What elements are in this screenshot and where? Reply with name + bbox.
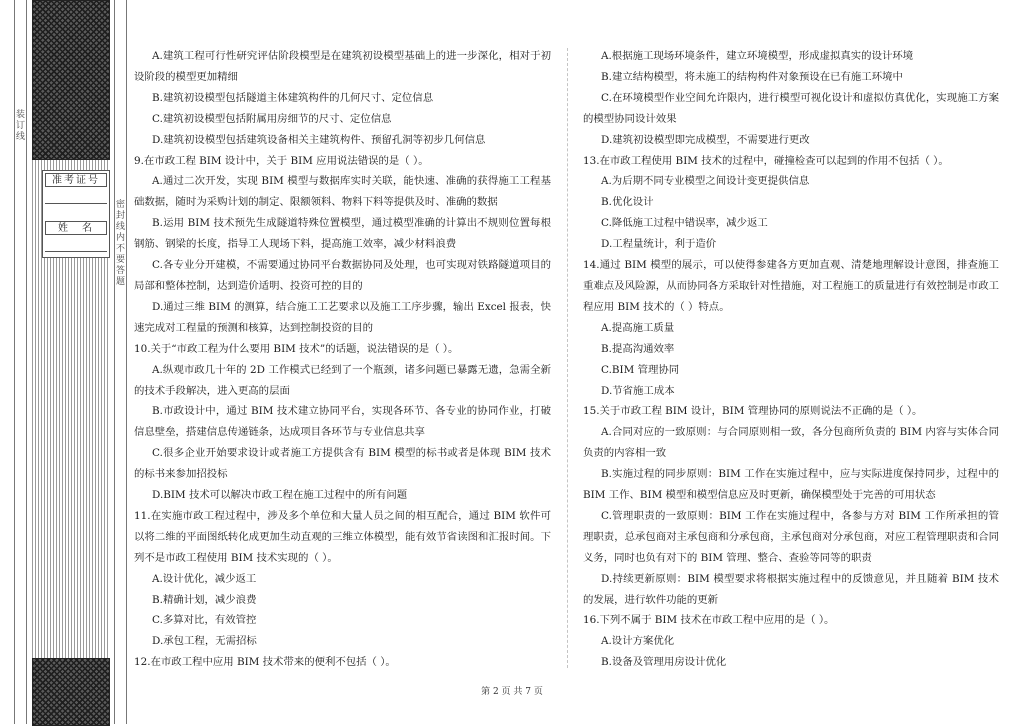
question-stem: 13.在市政工程使用 BIM 技术的过程中，碰撞检查可以起到的作用不包括（ ）。	[583, 154, 949, 167]
answer-option: B.运用 BIM 技术预先生成隧道特殊位置模型，通过模型准确的计算出不规则位置每根钢筋、钢梁的长度，指导工人现场下料，提高施工效率，减少材料浪费	[134, 217, 551, 251]
question-stem: 14.通过 BIM 模型的展示，可以使得参建各方更加直观、清楚地理解设计意图，排查施工重难点及风险源，从而协同各方采取针对性措施，对工程施工的质量进行有效控制是市政工程应用 BIM 技术的（ ）特点。	[583, 259, 999, 313]
answer-option: D.通过三维 BIM 的测算，结合施工工艺要求以及施工工序步骤，输出 Excel 报表，快速完成对工程量的预测和核算，达到控制投资的目的	[134, 300, 551, 334]
answer-option: A.设计方案优化	[601, 635, 675, 648]
answer-option: C.多算对比，有效管控	[152, 614, 257, 627]
question-stem: 15.关于市政工程 BIM 设计，BIM 管理协同的原则说法不正确的是（ ）。	[583, 405, 923, 418]
answer-option: A.为后期不同专业模型之间设计变更提供信息	[601, 175, 810, 188]
column-divider	[567, 48, 568, 668]
answer-option: A.根据施工现场环境条件，建立环境模型，形成虚拟真实的设计环境	[601, 50, 914, 62]
answer-option: A.合同对应的一致原则：与合同原则相一致，各分包商所负责的 BIM 内容与实体合同负责的内容相一致	[583, 426, 999, 460]
left-column	[134, 46, 551, 673]
binding-rail-right-text: 密 封 线 内 不 要 答 题	[115, 200, 125, 287]
binding-rail-left-text: 装 订 线	[15, 110, 25, 142]
answer-option: D.工程量统计，利于造价	[601, 238, 717, 251]
answer-option: D.建筑初设模型包括建筑设备相关主建筑构件、预留孔洞等初步几何信息	[152, 133, 486, 146]
student-info-box	[42, 170, 110, 258]
binding-margin	[6, 0, 124, 724]
right-column	[583, 46, 999, 673]
page-footer: 第 2 页 共 7 页	[481, 687, 543, 697]
answer-option: A.建筑工程可行性研究评估阶段模型是在建筑初设模型基础上的进一步深化，相对于初设阶段的模型更加精细	[134, 50, 551, 83]
name-field	[45, 237, 107, 252]
question-stem: 16.下列不属于 BIM 技术在市政工程中应用的是（ ）。	[583, 614, 835, 627]
question-stem: 10.关于“市政工程为什么要用 BIM 技术”的话题，说法错误的是（ ）。	[134, 342, 459, 355]
binding-hatch-top	[32, 0, 110, 160]
answer-option: B.设备及管理用房设计优化	[601, 656, 727, 669]
admission-number-label: 准考证号	[45, 173, 107, 187]
answer-option: C.建筑初设模型包括附属用房细节的尺寸、定位信息	[152, 112, 392, 125]
answer-option: D.持续更新原则：BIM 模型要求将根据实施过程中的反馈意见，并且随着 BIM 技术的发展，进行软件功能的更新	[583, 572, 999, 606]
answer-option: B.建筑初设模型包括隧道主体建筑构件的几何尺寸、定位信息	[152, 91, 434, 104]
admission-number-field	[45, 189, 107, 204]
answer-option: B.优化设计	[601, 196, 654, 209]
answer-option: B.建立结构模型，将未施工的结构构件对象预设在已有施工环境中	[601, 70, 903, 83]
answer-option: C.很多企业开始要求设计或者施工方提供含有 BIM 模型的标书或者是体现 BIM 技术的标书来参加招投标	[134, 447, 551, 481]
answer-option: B.市政设计中，通过 BIM 技术建立协同平台，实现各环节、各专业的协同作业，打破信息壁垒，搭建信息传递链条，达成项目各环节与专业信息共享	[134, 405, 551, 439]
answer-option: C.降低施工过程中错误率，减少返工	[601, 217, 768, 230]
answer-option: D.节省施工成本	[601, 384, 675, 397]
binding-rail-right	[114, 0, 127, 724]
answer-option: A.纵观市政几十年的 2D 工作模式已经到了一个瓶颈，诸多问题已暴露无遗，急需全新的技术手段解决，进入更高的层面	[134, 363, 551, 397]
name-label: 姓 名	[45, 221, 107, 235]
answer-option: A.提高施工质量	[601, 321, 675, 334]
binding-rail-left	[14, 0, 27, 724]
answer-option: B.实施过程的同步原则：BIM 工作在实施过程中，应与实际进度保持同步，过程中的 BIM 工作、BIM 模型和模型信息应及时更新，确保模型处于完善的可用状态	[583, 468, 999, 502]
answer-option: B.精确计划，减少浪费	[152, 593, 257, 606]
answer-option: D.建筑初设模型即完成模型，不需要进行更改	[601, 133, 810, 146]
answer-option: C.管理职责的一致原则：BIM 工作在实施过程中，各参与方对 BIM 工作所承担的管理职责，总承包商对主承包商和分承包商，主承包商对分承包商，对应工程管理职责和合同义务，同时也负有对下的 BIM 管理、整合、查验等同等的职责	[583, 509, 999, 564]
answer-option: D.承包工程，无需招标	[152, 635, 257, 648]
answer-option: D.BIM 技术可以解决市政工程在施工过程中的所有问题	[152, 489, 408, 502]
question-stem: 12.在市政工程中应用 BIM 技术带来的便利不包括（ ）。	[134, 656, 396, 669]
answer-option: B.提高沟通效率	[601, 342, 675, 355]
answer-option: A.设计优化，减少返工	[152, 572, 257, 585]
answer-option: C.在环境模型作业空间允许限内，进行模型可视化设计和虚拟仿真优化，实现施工方案的模型协同设计效果	[583, 91, 999, 125]
question-stem: 9.在市政工程 BIM 设计中，关于 BIM 应用说法错误的是（ ）。	[134, 154, 429, 167]
answer-option: C.BIM 管理协同	[601, 363, 680, 376]
answer-option: A.通过二次开发，实现 BIM 模型与数据库实时关联，能快速、准确的获得施工工程基础数据，随时为采购计划的制定、限额领料、物料下料等提供及时、准确的数据	[134, 175, 551, 209]
question-stem: 11.在实施市政工程过程中，涉及多个单位和大量人员之间的相互配合，通过 BIM 软件可以将二维的平面图纸转化成更加生动直观的三维立体模型，能有效节省读图和汇报时间。下列不是市政工程使用 BIM 技术实现的（ ）。	[134, 509, 551, 564]
answer-option: C.各专业分开建模，不需要通过协同平台数据协同及处理，也可实现对铁路隧道项目的局部和整体控制，达到造价适明、投资可控的目的	[134, 259, 551, 292]
